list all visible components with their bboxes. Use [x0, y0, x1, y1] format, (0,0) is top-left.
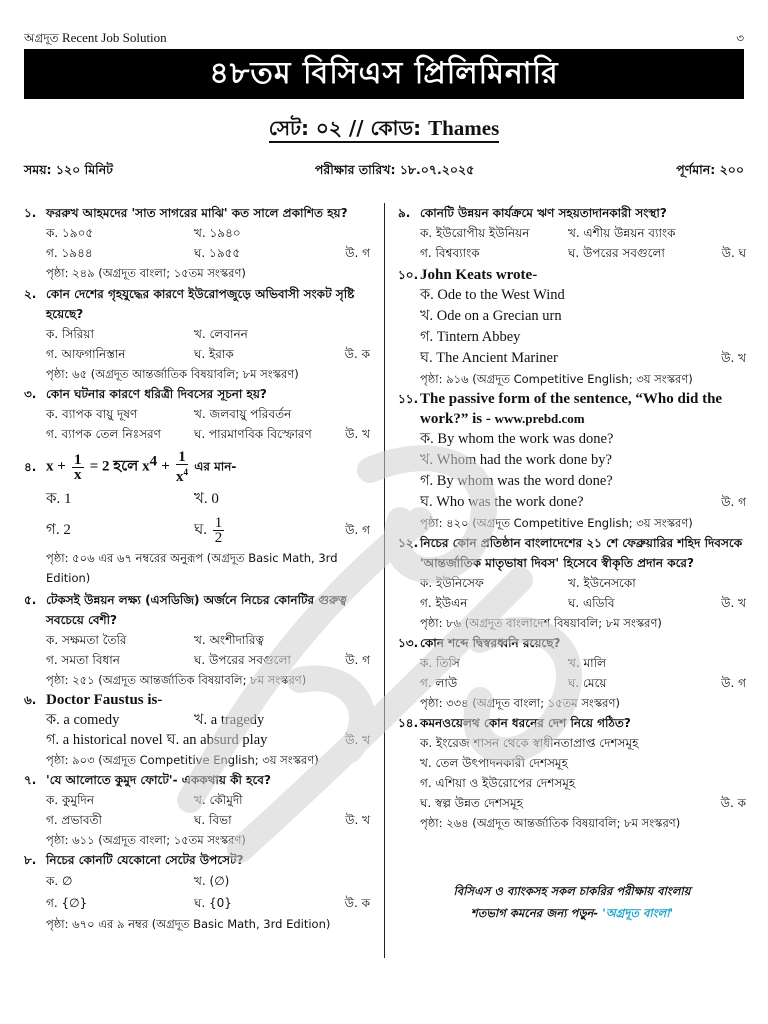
option: ক. ব্যাপক বায়ু দূষণ	[46, 407, 138, 421]
question-7	[24, 770, 370, 850]
answer: উ. খ	[721, 351, 746, 365]
option: ঘ. স্বল্প উন্নত দেশসমূহ	[420, 796, 523, 810]
option: গ. লাউ	[420, 676, 458, 690]
question-2	[24, 284, 370, 384]
question-number: ১০.	[398, 268, 419, 282]
option: ঘ. পারমাণবিক বিস্ফোরণ	[194, 427, 312, 441]
promo-note	[398, 880, 746, 924]
question-text: টেকসই উন্নয়ন লক্ষ্য (এসডিজি) অর্জনে নিচের কোনটির গুরুত্ব সবচেয়ে বেশী?	[46, 593, 347, 627]
option: খ. Ode on a Grecian urn	[420, 308, 562, 324]
source-reference: পৃষ্ঠা: ৮৬ (অগ্রদূত বাংলাদেশ বিষয়াবলি; ৮ম সংস্করণ)	[420, 616, 662, 630]
question-number: ১৩.	[398, 636, 419, 650]
set-code	[0, 114, 768, 147]
source-reference: পৃষ্ঠা: ২৫১ (অগ্রদূত আন্তর্জাতিক বিষয়াবলি; ৮ম সংস্করণ)	[46, 673, 307, 687]
option: খ. জলবায়ু পরিবর্তন	[194, 407, 292, 421]
page-number: ৩	[736, 31, 744, 45]
option: ক. তিসি	[420, 656, 460, 670]
option: ক. 1	[46, 491, 72, 507]
promo-line: বিসিএস ও ব্যাংকসহ সকল চাকরির পরীক্ষায় বাংলায়	[453, 884, 691, 898]
option: খ. Whom had the work done by?	[420, 452, 612, 468]
question-3	[24, 384, 370, 444]
question-text: 'যে আলোতে কুমুদ ফোটে'- এককথায় কী হবে?	[46, 773, 271, 787]
option: গ. 2	[46, 522, 71, 538]
answer: উ. খ	[721, 596, 746, 610]
option: ঘ. {0}	[194, 896, 232, 910]
question-11	[398, 389, 746, 533]
option: ক. সক্ষমতা তৈরি	[46, 633, 127, 647]
option: গ. ইউএন	[420, 596, 468, 610]
answer: উ. গ	[345, 246, 370, 260]
question-number: ১১.	[398, 392, 419, 406]
source-reference: পৃষ্ঠা: ২৬৪ (অগ্রদূত আন্তর্জাতিক বিষয়াবলি; ৮ম সংস্করণ)	[420, 816, 681, 830]
option: ঘ. উপরের সবগুলো	[194, 653, 291, 667]
title-banner	[24, 49, 744, 99]
option: ক. ∅	[46, 874, 73, 888]
question-number: ৯.	[398, 206, 411, 220]
option: গ. ব্যাপক তেল নিঃসরণ	[46, 427, 161, 441]
exam-time: সময়: ১২০ মিনিট	[24, 162, 113, 177]
option: গ. সমতা বিধান	[46, 653, 120, 667]
question-text: কোন দেশের গৃহযুদ্ধের কারণে ইউরোপজুড়ে অভিবাসী সংকট সৃষ্টি হয়েছে?	[46, 287, 355, 321]
option: ক. a comedy	[46, 712, 120, 728]
question-text: ফররুখ আহমদের 'সাত সাগরের মাঝি' কত সালে প্রকাশিত হয়?	[46, 206, 348, 220]
answer: উ. ক	[720, 796, 746, 810]
brand-bn: অগ্রদূত	[24, 31, 59, 45]
answer: উ. ঘ	[721, 246, 746, 260]
exam-marks: পূর্ণমান: ২০০	[676, 162, 744, 177]
option: গ. By whom was the word done?	[420, 473, 613, 489]
question-text: নিচের কোনটি যেকোনো সেটের উপসেট?	[46, 853, 244, 867]
set-label: সেট: ০২ // কোড:	[269, 116, 421, 143]
option: ঘ. an absurd play	[166, 732, 268, 748]
option: খ. অংশীদারিত্ব	[194, 633, 264, 647]
website-watermark: www.prebd.com	[494, 411, 585, 426]
option: খ. মালি	[568, 656, 607, 670]
question-text: The passive form of the sentence, “Who did the work?” is -	[420, 391, 723, 427]
question-text: কমনওয়েলথ কোন ধরনের দেশ নিয়ে গঠিত?	[420, 716, 631, 730]
option: ক. Ode to the West Wind	[420, 287, 565, 303]
fraction-denominator: x	[176, 469, 184, 485]
option: ক. ইউরোপীয় ইউনিয়ন	[420, 226, 530, 240]
question-13	[398, 633, 746, 713]
option: গ. {∅}	[46, 896, 88, 910]
option: ঘ. মেয়ে	[568, 676, 607, 690]
answer: উ. গ	[345, 653, 370, 667]
question-number: ৭.	[24, 773, 37, 787]
option: ঘ. The Ancient Mariner	[420, 350, 558, 366]
question-5	[24, 590, 370, 690]
question-number: ৬.	[24, 693, 37, 707]
question-text: কোন ঘটনার কারণে ধরিত্রী দিবসের সূচনা হয়?	[46, 387, 267, 401]
question-number: ৮.	[24, 853, 37, 867]
source-reference: পৃষ্ঠা: ৯১৬ (অগ্রদূত Competitive English; ৩য় সংস্করণ)	[420, 372, 693, 386]
answer: উ. ক	[344, 896, 370, 910]
answer: উ. খ	[345, 427, 370, 441]
answer: উ. খ	[345, 813, 370, 827]
option: খ. কৌমুদী	[194, 793, 243, 807]
option: খ. তেল উৎপাদনকারী দেশসমূহ	[420, 756, 568, 770]
question-10	[398, 265, 746, 389]
question-text: John Keats wrote-	[420, 267, 538, 283]
option: ঘ. উপরের সবগুলো	[568, 246, 665, 260]
fraction-denominator: 2	[214, 529, 223, 546]
fraction	[176, 450, 188, 484]
option: গ. a historical novel	[46, 732, 163, 748]
question-text: কোনটি উন্নয়ন কার্যক্রমে ঋণ সহয়তাদানকারী সংস্থা?	[420, 206, 667, 220]
source-reference: পৃষ্ঠা: ২৪৯ (অগ্রদূত বাংলা; ১৫তম সংস্করণ)	[46, 266, 246, 280]
question-text: নিচের কোন প্রতিষ্ঠান বাংলাদেশের ২১ শে ফেব্রুয়ারির শহিদ দিবসকে 'আন্তর্জাতিক মাতৃভাষা দিবস' হিসেবে স্বীকৃতি প্রদান করে?	[420, 536, 743, 570]
brand	[24, 30, 167, 50]
question-6	[24, 690, 370, 770]
exam-meta	[24, 162, 744, 182]
question-number: ১.	[24, 206, 37, 220]
set-code-value: Thames	[428, 116, 499, 143]
question-9	[398, 203, 746, 263]
question-text: Doctor Faustus is-	[46, 692, 163, 708]
option: গ. ১৯৪৪	[46, 246, 93, 260]
source-reference: পৃষ্ঠা: ৫০৬ এর ৬৭ নম্বরের অনুরূপ (অগ্রদূত Basic Math, 3rd Edition)	[46, 551, 338, 585]
question-14	[398, 713, 746, 833]
option: খ. 0	[194, 491, 219, 507]
option: ক. ইউনিসেফ	[420, 576, 484, 590]
option: ঘ. এডিবি	[568, 596, 615, 610]
running-header	[24, 30, 744, 50]
question-number: ২.	[24, 287, 37, 301]
question-4	[24, 450, 370, 588]
source-reference: পৃষ্ঠা: ৩৩৪ (অগ্রদূত বাংলা; ১৫তম সংস্করণ)	[420, 696, 620, 710]
math-expr: x +	[46, 458, 66, 475]
answer: উ. গ	[721, 676, 746, 690]
option: ঘ. ইরাক	[194, 347, 234, 361]
option: ঘ.	[194, 521, 208, 538]
fraction	[213, 516, 225, 545]
math-expr: +	[161, 458, 170, 475]
option: খ. (∅)	[194, 874, 230, 888]
answer: উ. ক	[344, 347, 370, 361]
source-reference: পৃষ্ঠা: ৯০৩ (অগ্রদূত Competitive English; ৩য় সংস্করণ)	[46, 753, 319, 767]
option: ক. কুমুদিন	[46, 793, 94, 807]
option: গ. প্রভাবতী	[46, 813, 102, 827]
math-power: 4	[183, 467, 189, 477]
option: ঘ. বিভা	[194, 813, 232, 827]
question-number: ৪.	[24, 460, 37, 474]
question-number: ১৪.	[398, 716, 419, 730]
question-text: কোন শব্দে দ্বিস্বরধ্বনি রয়েছে?	[420, 636, 561, 650]
answer: উ. গ	[345, 523, 370, 537]
fraction-numerator: 1	[214, 514, 223, 531]
option: খ. ইউনেসকো	[568, 576, 636, 590]
column-divider	[384, 203, 385, 958]
option: ক. সিরিয়া	[46, 327, 94, 341]
page-title: ৪৮তম বিসিএস প্রিলিমিনারি	[209, 55, 559, 91]
question-number: ৫.	[24, 593, 37, 607]
fraction-numerator: 1	[74, 451, 82, 468]
promo-book: 'অগ্রদূত বাংলা'	[602, 906, 674, 920]
option: ঘ. ১৯৫৫	[194, 246, 241, 260]
question-number: ৩.	[24, 387, 37, 401]
option: ঘ. Who was the work done?	[420, 494, 584, 510]
source-reference: পৃষ্ঠা: ৬৭০ এর ৯ নম্বর (অগ্রদূত Basic Math, 3rd Edition)	[46, 917, 331, 931]
source-reference: পৃষ্ঠা: ৪২০ (অগ্রদূত Competitive English; ৩য় সংস্করণ)	[420, 516, 693, 530]
option: গ. বিশ্বব্যাংক	[420, 246, 480, 260]
question-text: এর মান-	[194, 459, 237, 474]
option: খ. এশীয় উন্নয়ন ব্যাংক	[568, 226, 676, 240]
math-expr: = 2 হলে x	[89, 458, 150, 475]
answer: উ. গ	[721, 495, 746, 509]
right-column	[398, 203, 746, 833]
fraction	[72, 453, 84, 482]
option: ক. ইংরেজ শাসন থেকে স্বাধীনতাপ্রাপ্ত দেশসমূহ	[420, 736, 639, 750]
question-1	[24, 203, 370, 283]
promo-line: শতভাগ কমনের জন্য পড়ুন-	[470, 906, 599, 920]
question-8	[24, 850, 370, 934]
fraction-numerator: 1	[176, 450, 188, 465]
question-12	[398, 533, 746, 633]
exam-date: পরীক্ষার তারিখ: ১৮.০৭.২০২৫	[314, 162, 475, 177]
option: খ. লেবানন	[194, 327, 248, 341]
option: খ. a tragedy	[194, 712, 265, 728]
option: গ. আফগানিস্তান	[46, 347, 126, 361]
brand-en: Recent Job Solution	[61, 30, 167, 45]
math-power: 4	[149, 453, 158, 470]
option: গ. এশিয়া ও ইউরোপের দেশসমূহ	[420, 776, 576, 790]
left-column	[24, 203, 370, 934]
option: খ. ১৯৪০	[194, 226, 241, 240]
source-reference: পৃষ্ঠা: ৬১১ (অগ্রদূত বাংলা; ১৫তম সংস্করণ)	[46, 833, 246, 847]
option: গ. Tintern Abbey	[420, 329, 521, 345]
option: ক. By whom the work was done?	[420, 431, 614, 447]
source-reference: পৃষ্ঠা: ৬৫ (অগ্রদূত আন্তর্জাতিক বিষয়াবলি; ৮ম সংস্করণ)	[46, 367, 299, 381]
option: ক. ১৯০৫	[46, 226, 94, 240]
question-number: ১২.	[398, 536, 419, 550]
fraction-denominator: x	[74, 466, 82, 483]
answer: উ. খ	[345, 733, 370, 747]
